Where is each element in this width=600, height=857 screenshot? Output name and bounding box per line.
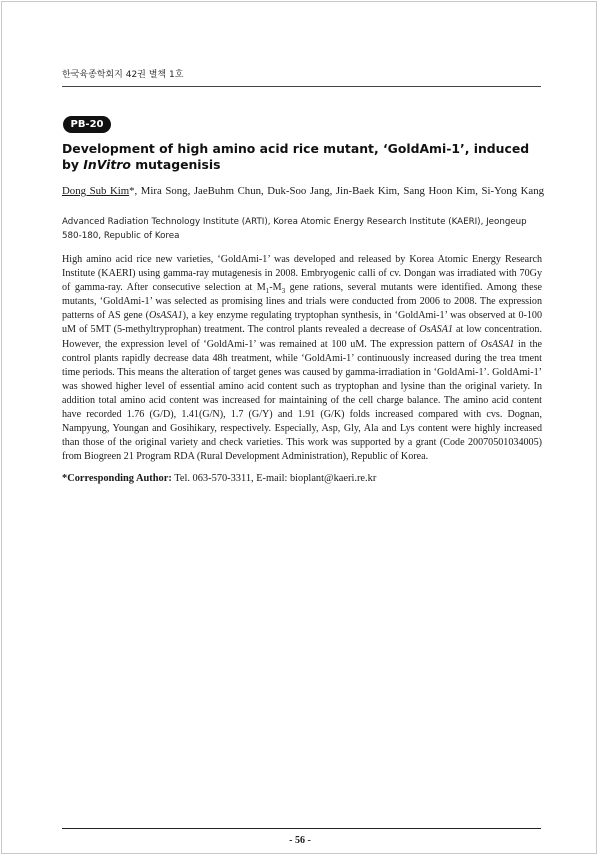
co-authors: *, Mira Song, JaeBuhm Chun, Duk-Soo Jang, Jin-Baek Kim, Sang Hoon Kim, Si-Yong Kang [129,185,544,197]
corresponding-contact: Tel. 063-570-3311, E-mail: bioplant@kaeri.re.kr [171,473,377,484]
abstract-part: High amino acid rice new varieties, ‘GoldAmi-1’ was developed and released by Korea Atomic Energy Research Institute (KAERI) using gamma-ray mutagenesis in 2008. Embryogenic calli of cv. Dongan was irradiated with 70Gy of gamma-ray. After consecutive selection at M [62,254,542,294]
subscript: 1 [265,287,270,296]
abstract-part: -M [269,282,282,294]
lead-author: Dong Sub Kim [62,185,130,197]
abstract-body [62,253,542,464]
affiliation: Advanced Radiation Technology Institute (ARTI), Korea Atomic Energy Research Institute (KAERI), Jeongeup 580-180, Republic of Korea [62,217,527,241]
title-tail: mutagenisis [130,157,221,172]
abstract-part: gene rations, several mutants were identified. Among these mutants, ‘GoldAmi-1’ was selected as promising lines and trials were conducted from 2006 to 2008. The expression patterns of AS gene ( [62,282,542,322]
title-italic: InVitro [83,157,131,172]
author-list [62,184,544,198]
paper-title [62,141,542,173]
gene-name: OsASA1 [419,324,453,336]
abstract-part: ), a key enzyme regulating tryptophan synthesis, in ‘GoldAmi-1’ was observed at 0-100 uM of 5MT (5-methyltryprophan) treatment. The control plants revealed a decrease of [62,310,542,336]
poster-badge: PB-20 [63,116,111,133]
title-main: Development of high amino acid rice mutant, ‘GoldAmi-1’, induced by [62,141,530,172]
abstract-part: at low concentration. However, the expression level of ‘GoldAmi-1’ was remained at 100 uM. The expression pattern of [62,324,542,350]
journal-header: 한국육종학회지 42권 별책 1호 [62,70,184,80]
header-rule [62,86,541,87]
gene-name: OsASA1 [148,310,183,322]
corresponding-label: *Corresponding Author: [62,473,172,484]
corresponding-author [62,472,542,486]
gene-name: OsASA1 [480,338,515,350]
abstract-part: in the control plants rapidly decrease data 48h treatment, while ‘GoldAmi-1’ continuously increased during the trea tment time periods. This means the alteration of target genes was caused by gamma-irradiation in ‘GoldAmi-1’. GoldAmi-1’ was showed higher level of essential amino acid content such as tryptophan and lysine than the original variety. In addition total amino acid content was increased for maintaining of the cell charge balance. The amino acid content have recorded 1.76 (G/D), 1.41(G/N), 1.7 (G/Y) and 1.91 (G/K) folds increased compared with cvs. Dognan, Nampyung, Youngan and Gosihikary, respectively. Especially, Asp, Gly, Ala and Lys content were highly increased than those of the original variety and check varieties. This work was supported by a grant (Code 20070501034005) from Biogreen 21 Program RDA (Rural Development Administration), Republic of Korea. [62,338,542,463]
subscript: 3 [281,287,286,296]
page-number: - 56 - [289,835,311,846]
footer-rule [62,828,541,829]
